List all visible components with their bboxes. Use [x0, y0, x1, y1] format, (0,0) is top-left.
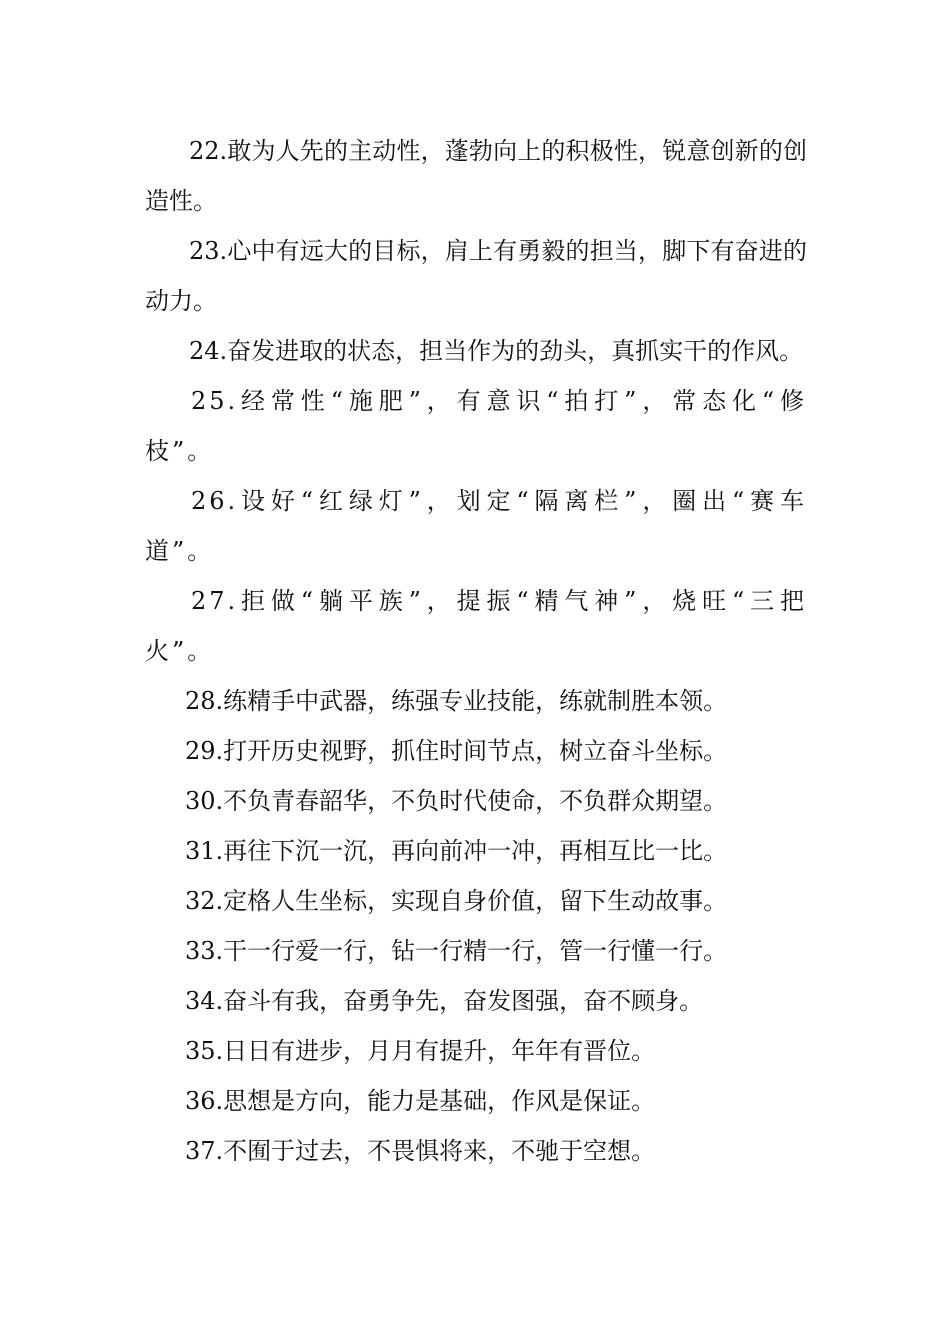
list-item: 24.奋发进取的状态，担当作为的劲头，真抓实干的作风。 [189, 337, 804, 365]
list-item: 27.拒做“躺平族”，提振“精气神”，烧旺“三把火”。 [145, 587, 807, 665]
list-item: 30.不负青春韶华，不负时代使命，不负群众期望。 [185, 787, 728, 815]
list-item: 28.练精手中武器，练强专业技能，练就制胜本领。 [185, 687, 728, 715]
list-item: 37.不囿于过去，不畏惧将来，不驰于空想。 [185, 1137, 656, 1165]
list-item: 31.再往下沉一沉，再向前冲一冲，再相互比一比。 [185, 837, 728, 865]
list-item: 32.定格人生坐标，实现自身价值，留下生动故事。 [185, 887, 728, 915]
list-item: 25.经常性“施肥”，有意识“拍打”，常态化“修枝”。 [145, 387, 807, 465]
list-item: 23.心中有远大的目标，肩上有勇毅的担当，脚下有奋进的动力。 [145, 237, 807, 315]
list-item: 29.打开历史视野，抓住时间节点，树立奋斗坐标。 [185, 737, 728, 765]
list-item: 22.敢为人先的主动性，蓬勃向上的积极性，锐意创新的创造性。 [145, 137, 807, 215]
list-item: 35.日日有进步，月月有提升，年年有晋位。 [185, 1037, 656, 1065]
list-item: 33.干一行爱一行，钻一行精一行，管一行懂一行。 [185, 937, 728, 965]
list-item: 34.奋斗有我，奋勇争先，奋发图强，奋不顾身。 [185, 987, 704, 1015]
list-item: 36.思想是方向，能力是基础，作风是保证。 [185, 1087, 656, 1115]
document-body [145, 126, 807, 1176]
list-item: 26.设好“红绿灯”，划定“隔离栏”，圈出“赛车道”。 [145, 487, 807, 565]
